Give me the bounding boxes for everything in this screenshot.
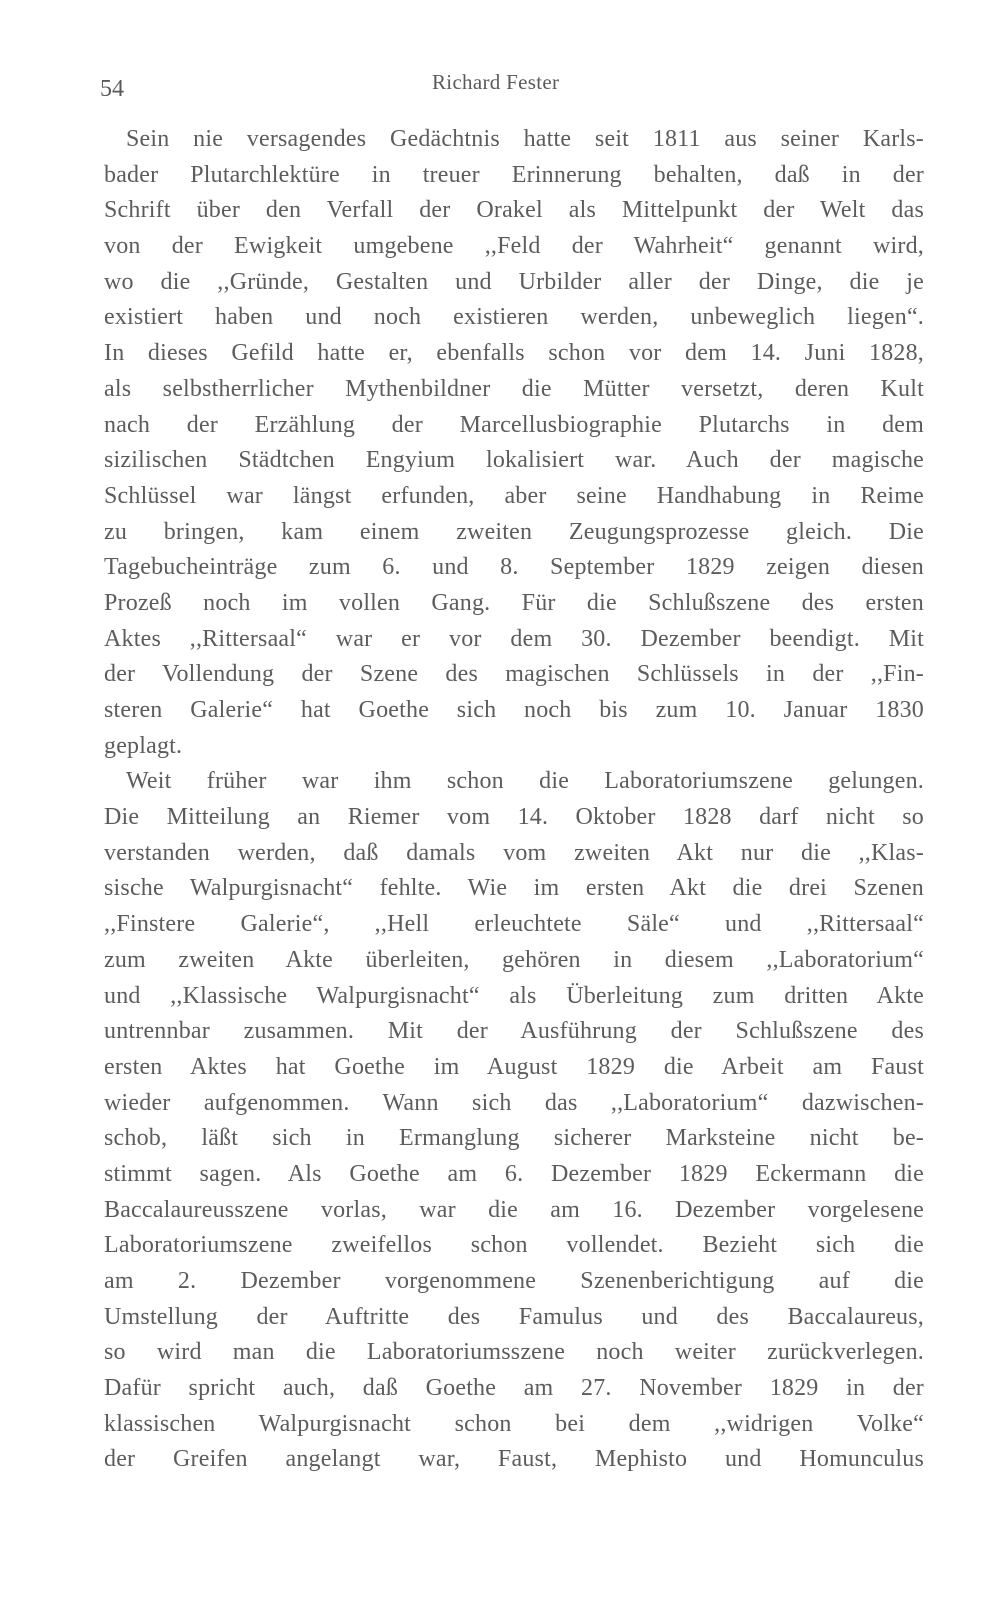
- text-line: Prozeß noch im vollen Gang. Für die Schlußszene des ersten: [104, 589, 924, 616]
- text-line: In dieses Gefild hatte er, ebenfalls schon vor dem 14. Juni 1828,: [104, 340, 924, 367]
- text-line: geplagt.: [104, 732, 183, 759]
- text-line: nach der Erzählung der Marcellusbiographie Plutarchs in dem: [104, 411, 924, 438]
- text-line: ersten Aktes hat Goethe im August 1829 die Arbeit am Faust: [104, 1053, 924, 1080]
- text-line: stimmt sagen. Als Goethe am 6. Dezember 1829 Eckermann die: [104, 1160, 924, 1187]
- text-line: Weit früher war ihm schon die Laboratoriumszene gelungen.: [126, 768, 924, 795]
- page-number: 54: [100, 76, 124, 102]
- running-title: Richard Fester: [432, 70, 560, 94]
- text-line: Dafür spricht auch, daß Goethe am 27. November 1829 in der: [104, 1375, 924, 1402]
- text-line: Umstellung der Auftritte des Famulus und des Baccalaureus,: [104, 1303, 924, 1330]
- text-line: Schrift über den Verfall der Orakel als Mittelpunkt der Welt das: [104, 197, 924, 224]
- text-line: und ,,Klassische Walpurgisnacht“ als Überleitung zum dritten Akte: [104, 982, 924, 1009]
- text-line: Tagebucheinträge zum 6. und 8. September 1829 zeigen diesen: [104, 554, 924, 581]
- running-head: [0, 70, 1000, 104]
- text-line: als selbstherrlicher Mythenbildner die Mütter versetzt, deren Kult: [104, 375, 924, 402]
- text-line: Baccalaureusszene vorlas, war die am 16. Dezember vorgelesene: [104, 1196, 924, 1223]
- text-line: wo die ,,Gründe, Gestalten und Urbilder aller der Dinge, die je: [104, 268, 924, 295]
- text-line: ,,Finstere Galerie“, ,,Hell erleuchtete Säle“ und ,,Rittersaal“: [104, 911, 924, 938]
- text-line: sische Walpurgisnacht“ fehlte. Wie im ersten Akt die drei Szenen: [104, 875, 924, 902]
- text-line: sizilischen Städtchen Engyium lokalisiert war. Auch der magische: [104, 447, 924, 474]
- text-line: zu bringen, kam einem zweiten Zeugungsprozesse gleich. Die: [104, 518, 924, 545]
- text-line: zum zweiten Akte überleiten, gehören in diesem ,,Laboratorium“: [104, 946, 924, 973]
- text-line: Sein nie versagendes Gedächtnis hatte seit 1811 aus seiner Karls-: [126, 126, 924, 152]
- text-line: verstanden werden, daß damals vom zweiten Akt nur die ,,Klas-: [104, 839, 924, 866]
- text-line: bader Plutarchlektüre in treuer Erinnerung behalten, daß in der: [104, 161, 924, 188]
- text-line: Die Mitteilung an Riemer vom 14. Oktober 1828 darf nicht so: [104, 804, 924, 831]
- text-line: von der Ewigkeit umgebene ,,Feld der Wahrheit“ genannt wird,: [104, 233, 924, 260]
- text-line: Aktes ,,Rittersaal“ war er vor dem 30. Dezember beendigt. Mit: [104, 625, 924, 652]
- text-line: schob, läßt sich in Ermanglung sicherer Marksteine nicht be-: [104, 1125, 924, 1152]
- text-line: am 2. Dezember vorgenommene Szenenberichtigung auf die: [104, 1268, 924, 1294]
- text-line: Schlüssel war längst erfunden, aber seine Handhabung in Reime: [104, 482, 924, 509]
- text-line: untrennbar zusammen. Mit der Ausführung der Schlußszene des: [104, 1018, 924, 1045]
- text-line: Laboratoriumszene zweifellos schon vollendet. Bezieht sich die: [104, 1232, 924, 1259]
- text-line: der Greifen angelangt war, Faust, Mephisto und Homunculus: [104, 1446, 924, 1473]
- text-line: wieder aufgenommen. Wann sich das ,,Laboratorium“ dazwischen-: [104, 1089, 924, 1116]
- text-line: steren Galerie“ hat Goethe sich noch bis zum 10. Januar 1830: [104, 697, 924, 723]
- text-line: der Vollendung der Szene des magischen Schlüssels in der ,,Fin-: [104, 661, 924, 688]
- text-line: existiert haben und noch existieren werden, unbeweglich liegen“.: [104, 304, 924, 331]
- body-text: [104, 122, 924, 1478]
- text-line: klassischen Walpurgisnacht schon bei dem ,,widrigen Volke“: [104, 1410, 924, 1437]
- text-line: so wird man die Laboratoriumsszene noch weiter zurückverlegen.: [104, 1339, 924, 1366]
